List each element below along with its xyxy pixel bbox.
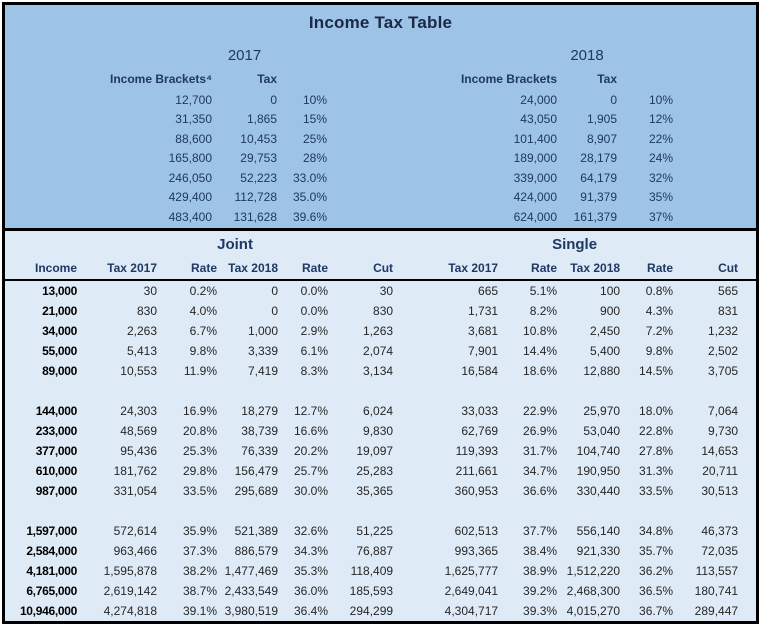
comparison-cell: 35.3% — [293, 564, 328, 578]
comparison-cell: 34.3% — [293, 544, 328, 558]
bracket-header-row — [5, 68, 327, 90]
comparison-cell: 2,074 — [363, 344, 394, 358]
single-rate2017-column-header: Rate — [498, 257, 557, 280]
bracket-cell: 483,400 — [168, 209, 212, 224]
table-row — [327, 129, 673, 149]
single-tax2018-column-header: Tax 2018 — [557, 257, 620, 280]
comparison-cell: 4.0% — [189, 304, 217, 318]
comparison-cell: 9,830 — [363, 424, 394, 438]
comparison-cell: 4,304,717 — [444, 604, 499, 618]
comparison-cell: 993,365 — [454, 544, 499, 558]
bracket-cell: 24,000 — [520, 92, 557, 107]
comparison-cell: 6,765,000 — [26, 584, 77, 598]
table-row — [5, 341, 756, 361]
bracket-table-2017 — [5, 42, 327, 227]
bracket-cell: 37% — [648, 209, 673, 224]
comparison-table — [5, 231, 756, 621]
comparison-cell: 10,946,000 — [19, 604, 77, 618]
comparison-cell: 30 — [379, 284, 394, 298]
bracket-cell: 39.6% — [292, 209, 327, 224]
table-row — [5, 581, 756, 601]
single-group-label: Single — [552, 235, 598, 253]
bracket-cell: 35.0% — [292, 190, 327, 205]
comparison-cell: 6.1% — [300, 344, 328, 358]
comparison-cell: 7,419 — [247, 364, 278, 378]
comparison-cell: 38.2% — [182, 564, 217, 578]
comparison-cell: 95,436 — [120, 444, 157, 458]
comparison-section — [5, 231, 756, 621]
bracket-cell: 0 — [610, 92, 617, 107]
bracket-cell: 101,400 — [513, 131, 557, 146]
comparison-cell: 36.0% — [293, 584, 328, 598]
bracket-cell: 91,379 — [580, 190, 617, 205]
comparison-cell: 35.9% — [182, 524, 217, 538]
comparison-cell: 26.9% — [523, 424, 558, 438]
bracket-cell: 189,000 — [513, 151, 557, 166]
comparison-cell: 12,880 — [583, 364, 621, 378]
comparison-cell: 35,365 — [356, 484, 394, 498]
comparison-cell: 32.6% — [293, 524, 328, 538]
comparison-cell: 2,433,549 — [224, 584, 278, 598]
table-row — [5, 149, 327, 169]
comparison-cell: 39.3% — [523, 604, 558, 618]
table-row — [5, 361, 756, 381]
table-row — [5, 521, 756, 541]
comparison-cell: 886,579 — [234, 544, 278, 558]
table-row — [5, 461, 756, 481]
bracket-cell: 424,000 — [513, 190, 557, 205]
table-row — [5, 188, 327, 208]
bracket-header-row — [327, 68, 673, 90]
comparison-cell: 831 — [718, 304, 739, 318]
comparison-cell: 330,440 — [576, 484, 621, 498]
comparison-cell: 2,502 — [708, 344, 739, 358]
bracket-cell: 64,179 — [580, 170, 617, 185]
table-row — [5, 481, 756, 501]
comparison-cell: 360,953 — [454, 484, 499, 498]
comparison-cell: 5,400 — [590, 344, 621, 358]
bracket-cell: 1,865 — [246, 112, 277, 127]
comparison-cell: 25.3% — [182, 444, 217, 458]
comparison-cell: 7,064 — [708, 404, 739, 418]
bracket-cell: 10,453 — [240, 131, 277, 146]
comparison-cell: 48,569 — [120, 424, 157, 438]
comparison-cell: 25,970 — [583, 404, 621, 418]
comparison-cell: 556,140 — [576, 524, 621, 538]
comparison-cell: 156,479 — [234, 464, 278, 478]
comparison-cell: 181,762 — [113, 464, 157, 478]
comparison-cell: 10,553 — [120, 364, 157, 378]
single-tax2017-column-header: Tax 2017 — [393, 257, 498, 280]
comparison-cell: 25,283 — [356, 464, 394, 478]
bracket-cell: 8,907 — [586, 131, 617, 146]
comparison-cell: 1,000 — [247, 324, 278, 338]
comparison-cell: 39.2% — [523, 584, 558, 598]
bracket-cell: 24% — [648, 151, 673, 166]
bracket-cell: 165,800 — [168, 151, 212, 166]
single-cut-column-header: Cut — [673, 257, 738, 280]
comparison-cell: 565 — [718, 284, 739, 298]
comparison-cell: 963,466 — [113, 544, 157, 558]
comparison-cell: 51,225 — [356, 524, 394, 538]
comparison-cell: 1,625,777 — [444, 564, 499, 578]
comparison-cell: 830 — [373, 304, 394, 318]
joint-rate2018-column-header: Rate — [278, 257, 328, 280]
filing-status-row — [5, 231, 756, 257]
comparison-cell: 36.4% — [293, 604, 328, 618]
comparison-cell: 55,000 — [42, 344, 77, 358]
comparison-cell: 9.8% — [645, 344, 674, 358]
joint-rate2017-column-header: Rate — [157, 257, 217, 280]
comparison-cell: 20.2% — [293, 444, 328, 458]
comparison-cell: 0 — [271, 284, 278, 298]
comparison-cell: 1,597,000 — [26, 524, 77, 538]
comparison-cell: 33.5% — [182, 484, 217, 498]
table-row — [327, 168, 673, 188]
bracket-cell: 339,000 — [513, 170, 557, 185]
comparison-cell: 7,901 — [468, 344, 499, 358]
single-rate2018-column-header: Rate — [620, 257, 673, 280]
bracket-cell: 29,753 — [240, 151, 277, 166]
comparison-cell: 118,409 — [350, 564, 394, 578]
bracket-cell: 12,700 — [175, 92, 212, 107]
year-label-2017: 2017 — [227, 46, 262, 64]
table-row — [5, 601, 756, 621]
comparison-cell: 30 — [143, 284, 157, 298]
comparison-cell: 1,232 — [708, 324, 739, 338]
table-row — [5, 110, 327, 130]
joint-cut-column-header: Cut — [328, 257, 393, 280]
joint-tax2018-column-header: Tax 2018 — [217, 257, 278, 280]
bracket-cell: 0 — [270, 92, 277, 107]
comparison-cell: 9.8% — [189, 344, 217, 358]
comparison-cell: 16,584 — [461, 364, 499, 378]
comparison-cell: 19,097 — [356, 444, 394, 458]
bracket-cell: 15% — [302, 112, 327, 127]
comparison-cell: 30,513 — [701, 484, 739, 498]
income-column-header: Income — [5, 257, 77, 280]
comparison-cell: 18.0% — [639, 404, 674, 418]
comparison-cell: 144,000 — [35, 404, 77, 418]
bracket-cell: 43,050 — [520, 112, 557, 127]
comparison-cell: 3,705 — [708, 364, 739, 378]
comparison-cell: 1,512,220 — [566, 564, 621, 578]
comparison-cell: 3,339 — [247, 344, 278, 358]
bracket-cell: 12% — [648, 112, 673, 127]
comparison-cell: 921,330 — [576, 544, 621, 558]
table-row — [5, 441, 756, 461]
comparison-cell: 6,024 — [363, 404, 394, 418]
comparison-cell: 13,000 — [42, 284, 77, 298]
comparison-cell: 7.2% — [645, 324, 674, 338]
comparison-cell: 34,000 — [42, 324, 77, 338]
table-row — [5, 90, 327, 110]
comparison-cell: 1,595,878 — [103, 564, 157, 578]
bracket-cell: 10% — [648, 92, 673, 107]
table-row — [5, 129, 327, 149]
comparison-cell: 34.8% — [639, 524, 674, 538]
comparison-cell: 14.4% — [523, 344, 558, 358]
comparison-cell: 665 — [478, 284, 499, 298]
comparison-cell: 3,681 — [468, 324, 499, 338]
bracket-section — [5, 5, 756, 228]
bracket-cell: 52,223 — [240, 170, 277, 185]
comparison-cell: 36.2% — [639, 564, 674, 578]
bracket-cell: 22% — [648, 131, 673, 146]
bracket-cell: 161,379 — [573, 209, 617, 224]
comparison-cell: 18.6% — [523, 364, 558, 378]
comparison-cell: 180,741 — [694, 584, 739, 598]
bracket-cell: 25% — [302, 131, 327, 146]
comparison-cell: 38,739 — [241, 424, 278, 438]
comparison-cell: 295,689 — [234, 484, 278, 498]
table-row — [5, 421, 756, 441]
comparison-cell: 22.9% — [523, 404, 558, 418]
comparison-cell: 25.7% — [293, 464, 328, 478]
comparison-cell: 20,711 — [702, 464, 739, 478]
table-row — [327, 110, 673, 130]
bracket-cell: 10% — [302, 92, 327, 107]
table-row — [5, 280, 756, 301]
comparison-cell: 0.8% — [645, 284, 674, 298]
brackets-column-header: Income Brackets — [460, 72, 557, 86]
comparison-cell: 1,263 — [363, 324, 394, 338]
table-row — [5, 401, 756, 421]
bracket-cell: 28% — [302, 151, 327, 166]
year-row — [327, 42, 673, 68]
comparison-cell: 76,339 — [241, 444, 278, 458]
comparison-cell: 294,299 — [349, 604, 394, 618]
joint-tax2017-column-header: Tax 2017 — [77, 257, 157, 280]
comparison-cell: 38.9% — [523, 564, 558, 578]
comparison-cell: 185,593 — [349, 584, 394, 598]
comparison-cell: 3,134 — [363, 364, 394, 378]
bracket-cell: 246,050 — [168, 170, 212, 185]
bracket-table-2018 — [327, 42, 673, 227]
table-row — [327, 188, 673, 208]
comparison-cell: 53,040 — [583, 424, 621, 438]
comparison-cell: 24,303 — [120, 404, 157, 418]
comparison-cell: 12.7% — [293, 404, 328, 418]
comparison-cell: 16.6% — [293, 424, 328, 438]
comparison-cell: 2,263 — [126, 324, 157, 338]
comparison-cell: 0.0% — [300, 304, 328, 318]
bracket-cell: 624,000 — [513, 209, 557, 224]
joint-group-label: Joint — [217, 235, 253, 253]
comparison-cell: 3,980,519 — [224, 604, 278, 618]
comparison-cell: 38.7% — [182, 584, 217, 598]
comparison-cell: 0 — [271, 304, 278, 318]
comparison-cell: 2,468,300 — [566, 584, 621, 598]
comparison-cell: 119,393 — [455, 444, 499, 458]
comparison-cell: 900 — [600, 304, 621, 318]
comparison-cell: 2,619,142 — [103, 584, 157, 598]
comparison-cell: 233,000 — [35, 424, 77, 438]
comparison-cell: 33.5% — [639, 484, 674, 498]
bracket-cell: 429,400 — [168, 190, 212, 205]
comparison-cell: 0.0% — [300, 284, 328, 298]
table-row — [5, 207, 327, 227]
comparison-cell: 602,513 — [454, 524, 499, 538]
bracket-cell: 32% — [648, 170, 673, 185]
year-label-2018: 2018 — [570, 46, 604, 64]
comparison-cell: 4,274,818 — [103, 604, 157, 618]
comparison-cell: 2,450 — [590, 324, 621, 338]
comparison-cell: 830 — [136, 304, 157, 318]
comparison-cell: 14,653 — [701, 444, 739, 458]
bracket-cell: 28,179 — [580, 151, 617, 166]
comparison-cell: 5,413 — [126, 344, 157, 358]
comparison-cell: 113,557 — [695, 564, 739, 578]
comparison-cell: 4,181,000 — [26, 564, 77, 578]
comparison-cell: 331,054 — [113, 484, 157, 498]
table-row — [327, 90, 673, 110]
comparison-cell: 2.9% — [300, 324, 328, 338]
comparison-cell: 89,000 — [42, 364, 77, 378]
comparison-cell: 21,000 — [42, 304, 77, 318]
comparison-cell: 72,035 — [701, 544, 739, 558]
comparison-cell: 33,033 — [461, 404, 499, 418]
comparison-cell: 35.7% — [639, 544, 674, 558]
comparison-cell: 11.9% — [183, 364, 217, 378]
tax-column-header: Tax — [597, 72, 617, 86]
year-row — [5, 42, 327, 68]
comparison-cell: 521,389 — [234, 524, 278, 538]
comparison-cell: 29.8% — [182, 464, 217, 478]
comparison-cell: 38.4% — [523, 544, 558, 558]
comparison-cell: 190,950 — [576, 464, 621, 478]
comparison-header-row — [5, 257, 756, 280]
comparison-cell: 34.7% — [523, 464, 558, 478]
comparison-cell: 36.5% — [639, 584, 674, 598]
spacer-row — [5, 381, 756, 401]
comparison-cell: 31.7% — [523, 444, 558, 458]
comparison-cell: 30.0% — [293, 484, 328, 498]
comparison-cell: 100 — [600, 284, 621, 298]
comparison-cell: 610,000 — [35, 464, 77, 478]
comparison-cell: 22.8% — [639, 424, 674, 438]
comparison-cell: 36.6% — [523, 484, 558, 498]
comparison-cell: 18,279 — [241, 404, 278, 418]
comparison-cell: 1,731 — [468, 304, 499, 318]
tax-column-header: Tax — [257, 72, 277, 86]
bracket-cell: 31,350 — [175, 112, 212, 127]
comparison-cell: 31.3% — [639, 464, 674, 478]
comparison-cell: 14.5% — [639, 364, 674, 378]
comparison-cell: 5.1% — [529, 284, 558, 298]
comparison-cell: 76,887 — [356, 544, 394, 558]
income-tax-sheet — [2, 2, 759, 624]
comparison-cell: 62,769 — [461, 424, 499, 438]
comparison-cell: 4,015,270 — [566, 604, 621, 618]
comparison-cell: 104,740 — [576, 444, 621, 458]
bracket-cell: 33.0% — [292, 170, 327, 185]
table-row — [5, 168, 327, 188]
comparison-cell: 37.7% — [523, 524, 558, 538]
brackets-column-header: Income Brackets⁴ — [110, 72, 212, 86]
comparison-cell: 987,000 — [35, 484, 77, 498]
comparison-cell: 377,000 — [35, 444, 77, 458]
comparison-cell: 1,477,469 — [224, 564, 278, 578]
comparison-cell: 8.2% — [529, 304, 558, 318]
comparison-cell: 27.8% — [639, 444, 674, 458]
page-title: Income Tax Table — [308, 13, 453, 32]
comparison-cell: 4.3% — [645, 304, 674, 318]
comparison-cell: 37.3% — [182, 544, 217, 558]
table-row — [5, 541, 756, 561]
bracket-cell: 88,600 — [175, 131, 212, 146]
comparison-cell: 46,373 — [701, 524, 739, 538]
comparison-cell: 211,661 — [455, 464, 499, 478]
comparison-cell: 572,614 — [113, 524, 157, 538]
bracket-cell: 112,728 — [234, 190, 277, 205]
bracket-cell: 35% — [648, 190, 673, 205]
comparison-cell: 2,649,041 — [444, 584, 499, 598]
comparison-cell: 10.8% — [523, 324, 558, 338]
comparison-cell: 6.7% — [189, 324, 217, 338]
table-row — [327, 207, 673, 227]
comparison-cell: 16.9% — [182, 404, 217, 418]
bracket-cell: 131,628 — [233, 209, 277, 224]
comparison-cell: 20.8% — [182, 424, 217, 438]
comparison-cell: 9,730 — [708, 424, 739, 438]
table-row — [327, 149, 673, 169]
table-row — [5, 301, 756, 321]
comparison-cell: 2,584,000 — [26, 544, 77, 558]
comparison-cell: 36.7% — [639, 604, 674, 618]
bracket-cell: 1,905 — [586, 112, 617, 127]
comparison-cell: 289,447 — [694, 604, 739, 618]
table-row — [5, 321, 756, 341]
spacer-row — [5, 501, 756, 521]
comparison-cell: 0.2% — [189, 284, 217, 298]
comparison-cell: 8.3% — [300, 364, 328, 378]
table-row — [5, 561, 756, 581]
comparison-cell: 39.1% — [182, 604, 217, 618]
